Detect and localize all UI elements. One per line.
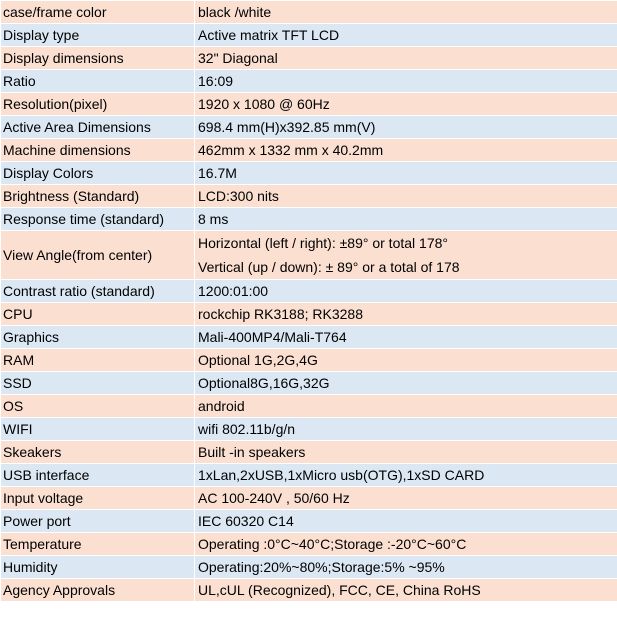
table-row	[1, 533, 617, 556]
table-row	[1, 579, 617, 602]
spec-value: wifi 802.11b/g/n	[195, 418, 617, 441]
table-row	[1, 139, 617, 162]
spec-value: 462mm x 1332 mm x 40.2mm	[195, 139, 617, 162]
spec-label: case/frame color	[1, 1, 195, 24]
spec-value: Optional 1G,2G,4G	[195, 349, 617, 372]
table-row	[1, 116, 617, 139]
spec-label: Contrast ratio (standard)	[1, 280, 195, 303]
spec-label: Display Colors	[1, 162, 195, 185]
spec-value	[195, 231, 617, 280]
table-row	[1, 1, 617, 24]
spec-label: Humidity	[1, 556, 195, 579]
spec-value: 698.4 mm(H)x392.85 mm(V)	[195, 116, 617, 139]
spec-value: Operating:20%~80%;Storage:5% ~95%	[195, 556, 617, 579]
table-row	[1, 441, 617, 464]
spec-label: Active Area Dimensions	[1, 116, 195, 139]
table-row	[1, 47, 617, 70]
spec-value: UL,cUL (Recognized), FCC, CE, China RoHS	[195, 579, 617, 602]
spec-label: Graphics	[1, 326, 195, 349]
spec-label: Display type	[1, 24, 195, 47]
spec-value: 1200:01:00	[195, 280, 617, 303]
table-row	[1, 510, 617, 533]
table-row	[1, 418, 617, 441]
table-row	[1, 208, 617, 231]
spec-value: 32" Diagonal	[195, 47, 617, 70]
table-row	[1, 349, 617, 372]
spec-value: AC 100-240V , 50/60 Hz	[195, 487, 617, 510]
table-row	[1, 93, 617, 116]
table-row	[1, 185, 617, 208]
spec-label: View Angle(from center)	[1, 231, 195, 280]
spec-value: 1xLan,2xUSB,1xMicro usb(OTG),1xSD CARD	[195, 464, 617, 487]
spec-value: Optional8G,16G,32G	[195, 372, 617, 395]
spec-label: Brightness (Standard)	[1, 185, 195, 208]
spec-value-line: Vertical (up / down): ± 89° or a total of 178	[198, 259, 460, 275]
table-row	[1, 231, 617, 280]
table-row	[1, 70, 617, 93]
spec-value-line: Horizontal (left / right): ±89° or total 178°	[198, 235, 448, 251]
spec-label: Agency Approvals	[1, 579, 195, 602]
spec-label: RAM	[1, 349, 195, 372]
table-row	[1, 280, 617, 303]
spec-label: WIFI	[1, 418, 195, 441]
spec-value: 1920 x 1080 @ 60Hz	[195, 93, 617, 116]
spec-label: Machine dimensions	[1, 139, 195, 162]
table-row	[1, 303, 617, 326]
spec-value: android	[195, 395, 617, 418]
spec-label: Skeakers	[1, 441, 195, 464]
table-row	[1, 464, 617, 487]
table-row	[1, 24, 617, 47]
spec-value: 16:09	[195, 70, 617, 93]
table-row	[1, 162, 617, 185]
spec-value: black /white	[195, 1, 617, 24]
spec-value: rockchip RK3188; RK3288	[195, 303, 617, 326]
spec-label: SSD	[1, 372, 195, 395]
spec-value: IEC 60320 C14	[195, 510, 617, 533]
spec-label: CPU	[1, 303, 195, 326]
spec-value: Operating :0°C~40°C;Storage :-20°C~60°C	[195, 533, 617, 556]
spec-label: Ratio	[1, 70, 195, 93]
spec-label: Resolution(pixel)	[1, 93, 195, 116]
table-row	[1, 556, 617, 579]
spec-value: LCD:300 nits	[195, 185, 617, 208]
spec-value: Active matrix TFT LCD	[195, 24, 617, 47]
spec-label: OS	[1, 395, 195, 418]
spec-label: Input voltage	[1, 487, 195, 510]
spec-label: USB interface	[1, 464, 195, 487]
spec-label: Response time (standard)	[1, 208, 195, 231]
table-row	[1, 395, 617, 418]
table-row	[1, 487, 617, 510]
spec-value: 16.7M	[195, 162, 617, 185]
table-row	[1, 326, 617, 349]
spec-value: Mali-400MP4/Mali-T764	[195, 326, 617, 349]
table-row	[1, 372, 617, 395]
spec-label: Temperature	[1, 533, 195, 556]
spec-value: Built -in speakers	[195, 441, 617, 464]
spec-label: Power port	[1, 510, 195, 533]
spec-value: 8 ms	[195, 208, 617, 231]
spec-label: Display dimensions	[1, 47, 195, 70]
